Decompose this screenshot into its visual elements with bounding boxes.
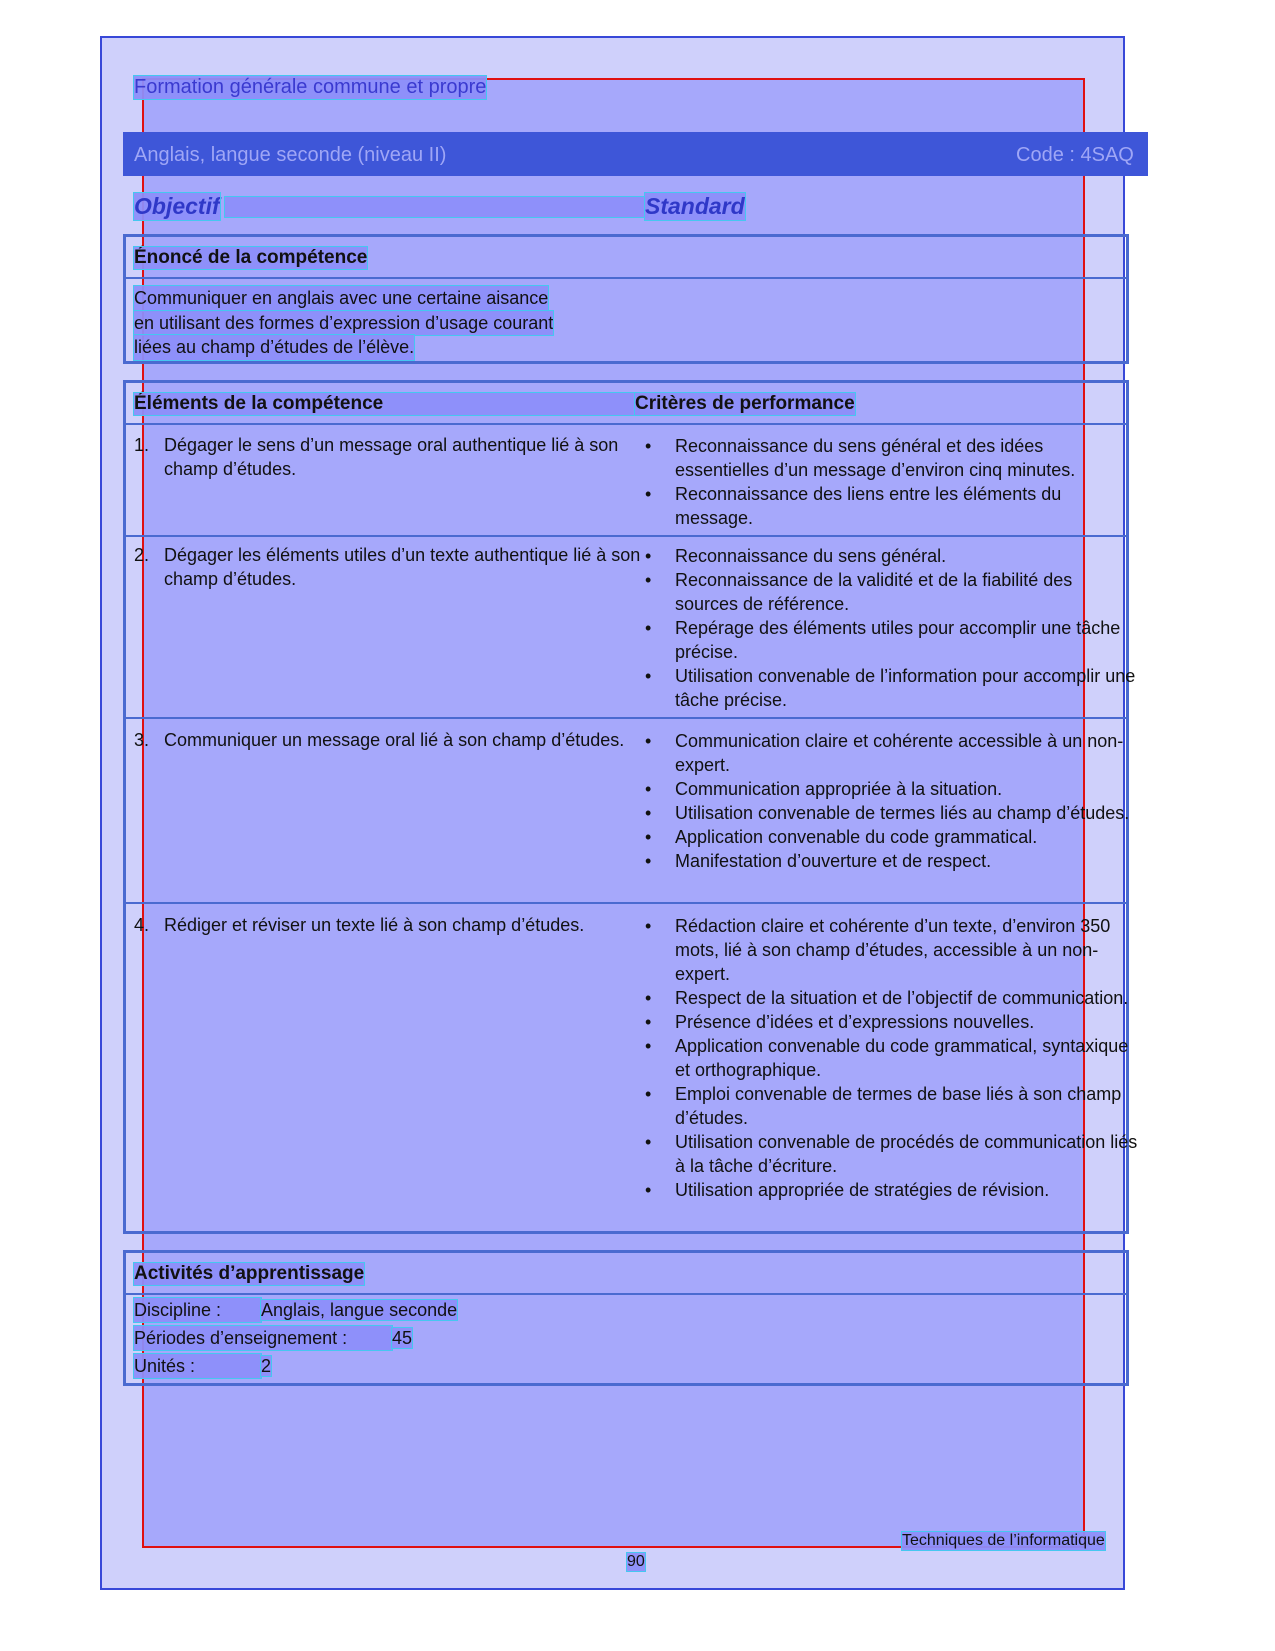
criterion: • Manifestation d’ouverture et de respect. [645,849,1140,873]
footer-program: Techniques de l’informatique [902,1532,1105,1549]
element-number: 1. [134,435,150,455]
competence-heading: Énoncé de la compétence [134,247,368,268]
criteria-list [645,914,1140,1202]
element-item [134,728,644,752]
criterion: • Communication claire et cohérente accessible à un non-expert. [645,729,1140,777]
elements-heading: Éléments de la compétence [134,393,639,415]
criteria-list [645,544,1140,712]
element-divider [123,535,1129,537]
criterion: • Application convenable du code grammatical. [645,825,1140,849]
criterion: • Reconnaissance du sens général et des idées essentielles d’un message d’environ cinq minutes. [645,434,1140,482]
units-value: 2 [261,1356,272,1376]
elements-header-divider [123,423,1129,425]
element-text: Communiquer un message oral lié à son champ d’études. [164,730,625,750]
element-number: 2. [134,545,150,565]
units-row [134,1354,271,1378]
criterion: • Application convenable du code grammatical, syntaxique et orthographique. [645,1034,1140,1082]
periods-row [134,1326,412,1350]
criteria-list [645,729,1140,873]
criterion: • Emploi convenable de termes de base liés à son champ d’études. [645,1082,1140,1130]
periods-value: 45 [392,1328,413,1348]
course-name: Anglais, langue seconde (niveau II) [134,144,447,166]
activities-heading: Activités d’apprentissage [134,1263,365,1284]
element-item [134,543,644,591]
criterion: • Utilisation convenable de termes liés au champ d’études. [645,801,1140,825]
periods-label: Périodes d’enseignement : [134,1326,392,1350]
element-text: Rédiger et réviser un texte lié à son champ d’études. [164,915,585,935]
objective-label: Objectif [134,193,220,219]
units-label: Unités : [134,1354,261,1378]
element-text: Dégager le sens d’un message oral authentique lié à son champ d’études. [164,435,619,479]
criterion: • Respect de la situation et de l’objectif de communication. [645,986,1140,1010]
element-divider [123,717,1129,719]
criteria-heading: Critères de performance [635,393,855,414]
criterion: • Utilisation appropriée de stratégies de révision. [645,1178,1140,1202]
criterion: • Rédaction claire et cohérente d’un texte, d’environ 350 mots, lié à son champ d’études, accessible à un non-expert. [645,914,1140,986]
element-number: 3. [134,730,150,750]
criterion: • Utilisation convenable de procédés de communication liés à la tâche d’écriture. [645,1130,1140,1178]
criterion: • Reconnaissance de la validité et de la fiabilité des sources de référence. [645,568,1140,616]
element-divider [123,902,1129,904]
page-number: 90 [627,1553,645,1570]
criterion: • Reconnaissance des liens entre les éléments du message. [645,482,1140,530]
competence-line: en utilisant des formes d’expression d’usage courant [134,311,553,336]
activities-divider [123,1293,1129,1295]
course-code: Code : 4SAQ [1016,144,1134,166]
discipline-row [134,1298,457,1322]
element-item [134,433,644,481]
discipline-label: Discipline : [134,1298,261,1322]
competence-line: liées au champ d’études de l’élève. [134,335,414,360]
criterion: • Repérage des éléments utiles pour accomplir une tâche précise. [645,616,1140,664]
document-title: Formation générale commune et propre [134,76,487,98]
criteria-list [645,434,1140,530]
competence-divider [123,277,1129,279]
competence-statement [134,286,553,360]
criterion: • Reconnaissance du sens général. [645,544,1140,568]
criterion: • Communication appropriée à la situation. [645,777,1140,801]
objective-underline [225,197,648,217]
criterion: • Utilisation convenable de l’information pour accomplir une tâche précise. [645,664,1140,712]
element-item [134,913,644,937]
criterion: • Présence d’idées et d’expressions nouvelles. [645,1010,1140,1034]
discipline-value: Anglais, langue seconde [261,1300,458,1320]
competence-line: Communiquer en anglais avec une certaine aisance [134,286,548,311]
standard-label: Standard [645,193,745,219]
element-number: 4. [134,915,150,935]
element-text: Dégager les éléments utiles d’un texte authentique lié à son champ d’études. [164,545,641,589]
